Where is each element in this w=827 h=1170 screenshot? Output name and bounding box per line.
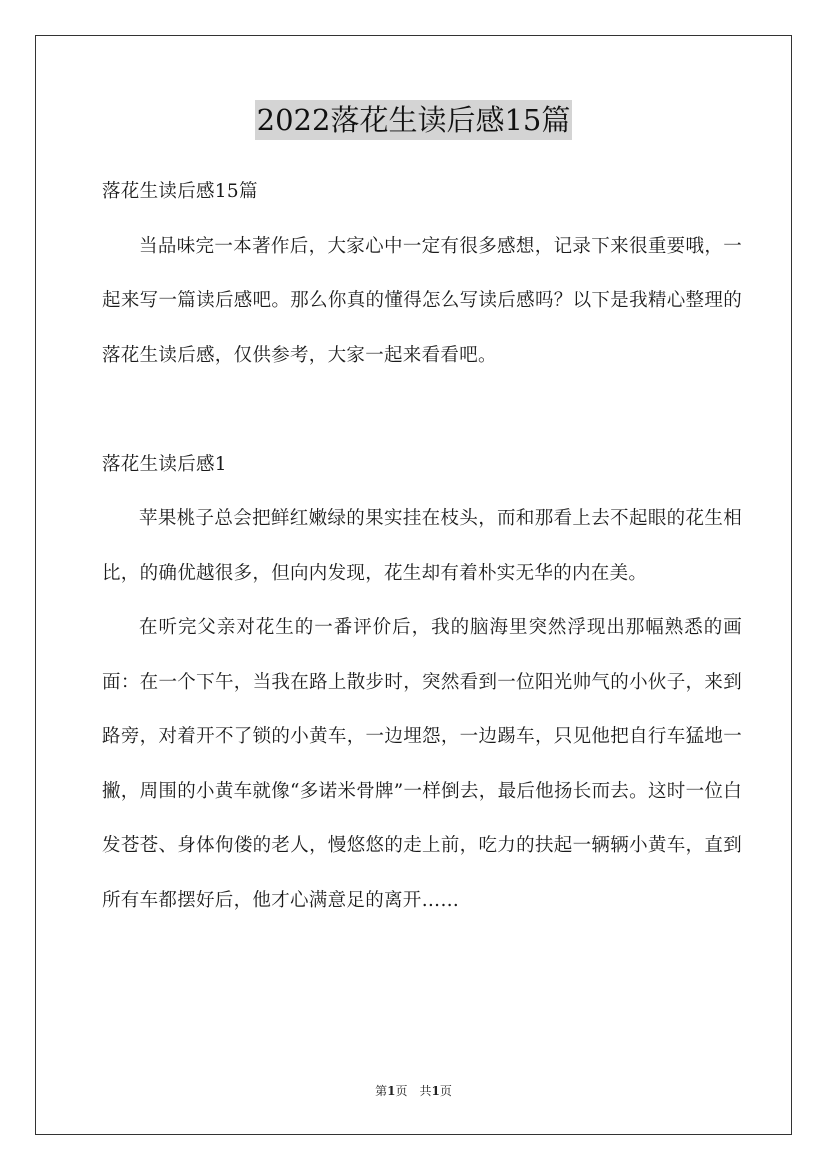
body-paragraph-2: 在听完父亲对花生的一番评价后，我的脑海里突然浮现出那幅熟悉的画面：在一个下午，当我在路上散步时，突然看到一位阳光帅气的小伙子，来到路旁，对着开不了锁的小黄车，一边埋怨，一边踢车，只见他把自行车猛地一撇，周围的小黄车就像“多诺米骨牌”一样倒去，最后他扬长而去。这时一位白发苍苍、身体佝偻的老人，慢悠悠的走上前，吃力的扶起一辆辆小黄车，直到所有车都摆好后，他才心满意足的离开…… <box>102 617 742 911</box>
subtitle: 落花生读后感15篇 <box>102 181 258 202</box>
title-wrap <box>0 100 827 140</box>
document-body <box>102 165 742 928</box>
footer-page-suffix: 页 <box>439 1084 452 1098</box>
page-footer <box>0 1082 827 1099</box>
section-heading: 落花生读后感1 <box>102 453 227 475</box>
footer-page-mid: 页 共 <box>395 1084 432 1098</box>
paragraph-gap <box>102 383 742 438</box>
body-paragraph-1: 苹果桃子总会把鲜红嫩绿的果实挂在枝头，而和那看上去不起眼的花生相比，的确优越很多，但向内发现，花生却有着朴实无华的内在美。 <box>102 508 742 584</box>
footer-page-prefix: 第 <box>375 1084 388 1098</box>
footer-page-current: 1 <box>387 1084 396 1098</box>
document-title: 2022落花生读后感15篇 <box>255 100 573 140</box>
footer-page-total: 1 <box>431 1084 440 1098</box>
intro-paragraph: 当品味完一本著作后，大家心中一定有很多感想，记录下来很重要哦，一起来写一篇读后感吧。那么你真的懂得怎么写读后感吗？以下是我精心整理的落花生读后感，仅供参考，大家一起来看看吧。 <box>102 235 742 366</box>
